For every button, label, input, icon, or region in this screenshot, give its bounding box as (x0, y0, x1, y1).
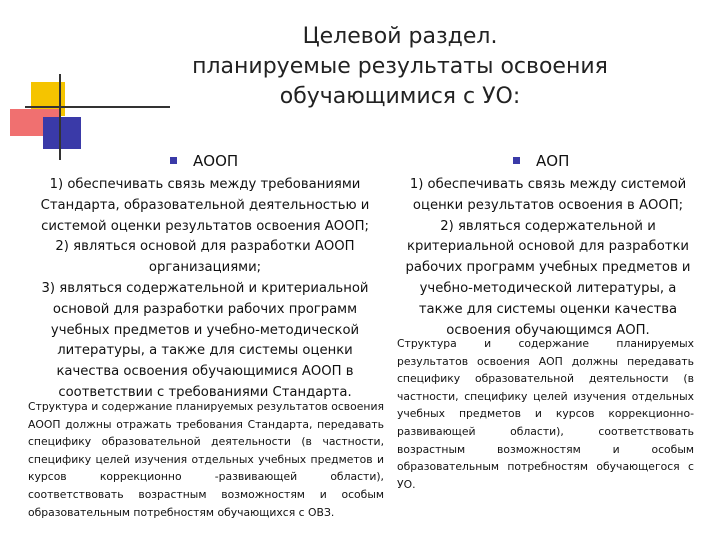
list-line: Стандарта, образовательной деятельностью и (40, 197, 370, 213)
list-line: учебных предметов и учебно-методической (50, 322, 360, 338)
list-line: рабочих программ учебных предметов и (405, 260, 691, 276)
title-line: Целевой раздел. (302, 24, 498, 49)
list-line: 2) являться основой для разработки АООП (55, 239, 355, 255)
decor-vertical-line (59, 74, 61, 160)
bullet-square-icon (513, 157, 520, 164)
title-line: обучающимися с УО: (279, 84, 521, 109)
slide-title (140, 22, 660, 112)
list-line: основой для разработки рабочих программ (52, 301, 358, 317)
list-line: литературы, а также для системы оценки (57, 343, 353, 359)
list-line: освоения обучающимся АОП. (446, 322, 650, 338)
list-line: системой оценки результатов освоения АООП; (41, 218, 369, 234)
list-line: качества освоения обучающимися АООП в (56, 364, 354, 380)
list-line: оценки результатов освоения в АООП; (412, 197, 684, 213)
list-line: критериальной основой для разработки (407, 239, 689, 255)
list-line: 1) обеспечивать связь между требованиями (49, 177, 361, 192)
left-requirements-list (18, 175, 392, 404)
left-column-heading (170, 151, 238, 171)
list-line: 2) являться содержательной и (440, 218, 656, 234)
decor-blue-square (43, 117, 81, 149)
right-heading-text: АОП (536, 152, 570, 170)
list-line: 3) являться содержательной и критериальной (41, 280, 369, 296)
right-column-heading (513, 151, 569, 171)
list-line: учебно-методической литературы, а (419, 280, 677, 296)
list-line: организациями; (148, 260, 262, 276)
left-structure-note: Структура и содержание планируемых результатов освоения АООП должны отражать требования Стандарта, передавать специфику образовательной деятельности (в частности, специфику целей изучения отдельных учебных предметов и курсов коррекционно -развивающей области), соответствовать возрастным возможностям и особым образовательным потребностям обучающихся с ОВЗ. (28, 400, 384, 519)
right-structure-note: Структура и содержание планируемых результатов освоения АОП должны передавать специфику образовательной деятельности (в частности, специфику целей изучения отдельных учебных предметов и курсов коррекционно-развивающей области), соответствовать возрастным возможностям и особым образовательным потребностям обучающегося с УО. (397, 337, 694, 491)
right-requirements-list (396, 175, 700, 341)
list-line: также для системы оценки качества (418, 301, 678, 317)
title-line: планируемые результаты освоения (192, 54, 608, 79)
list-line: соответствии с требованиями Стандарта. (58, 384, 352, 400)
list-line: 1) обеспечивать связь между системой (409, 177, 687, 192)
bullet-square-icon (170, 157, 177, 164)
left-heading-text: АООП (193, 152, 239, 170)
